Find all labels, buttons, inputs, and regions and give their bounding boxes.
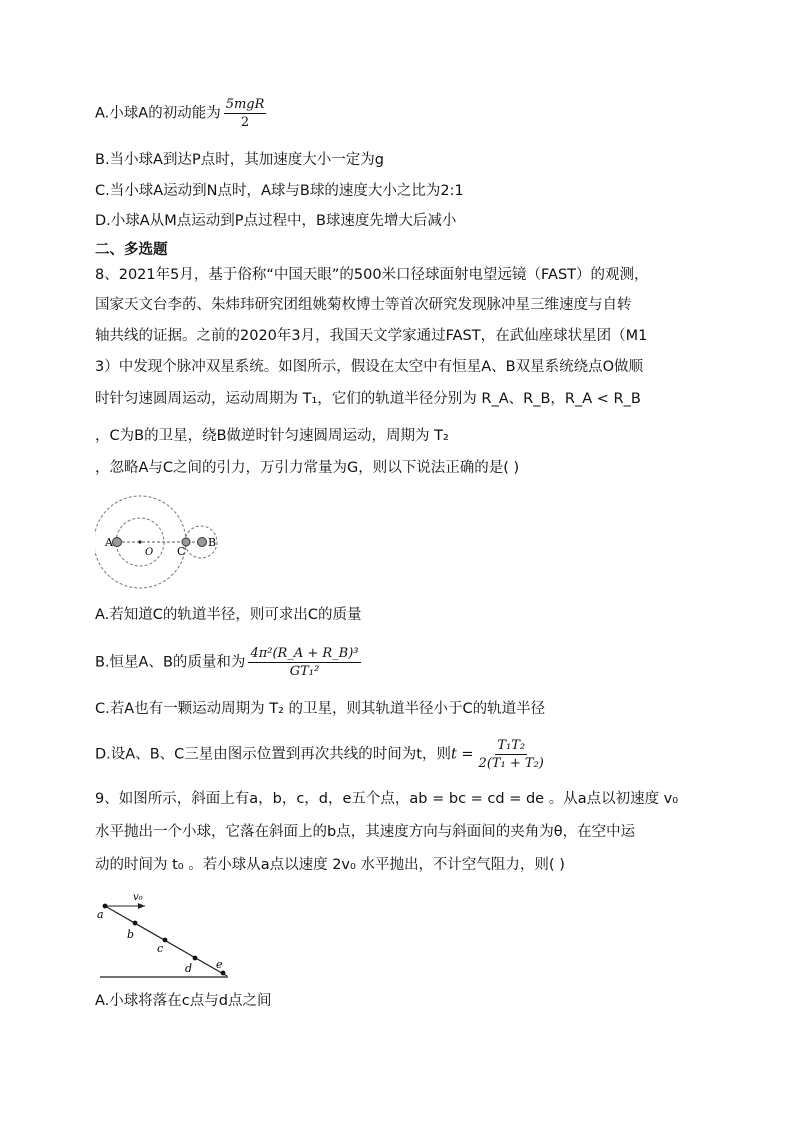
- q9-option-a: A.小球将落在c点与d点之间: [95, 993, 272, 1009]
- q8-option-c: C.若A也有一颗运动周期为 T₂ 的卫星，则其轨道半径小于C的轨道半径: [95, 701, 546, 717]
- label-v0: v₀: [133, 892, 143, 903]
- section-heading: 二、多选题: [95, 242, 168, 258]
- center-o: [138, 540, 141, 543]
- label-b: b: [127, 928, 135, 941]
- label-a: A: [105, 536, 113, 549]
- q8-option-b-fraction: $\frac{\text{4π²(R\_A + R\_B)³}}{\text{GT₁²}}$: [250, 646, 359, 679]
- point-c: [163, 938, 168, 943]
- point-d: [193, 956, 198, 961]
- q8-line-5: 时针匀速圆周运动，运动周期为 T₁，它们的轨道半径分别为 R_A、R_B，R_A < R_B: [95, 391, 641, 407]
- q8-line-3: 轴共线的证据。之前的2020年3月，我国天文学家通过FAST，在武仙座球状星团（M1: [95, 328, 648, 344]
- q9-line-3: 动的时间为 t₀ 。若小球从a点以速度 2v₀ 水平抛出，不计空气阻力，则( ): [95, 857, 565, 873]
- star-b: [198, 538, 207, 547]
- q8-option-d: D.设A、B、C三星由图示位置到再次共线的时间为t，则t = $\frac{\text{T₁T₂}}{\text{2(T₁ + T₂)}}$: [95, 738, 544, 771]
- arrow-head: [138, 903, 145, 909]
- star-a: [113, 538, 122, 547]
- q8-line-4: 3）中发现个脉冲双星系统。如图所示，假设在太空中有恒星A、B双星系统绕点O做顺: [95, 359, 644, 375]
- q9-line-2: 水平抛出一个小球，它落在斜面上的b点，其速度方向与斜面间的夹角为θ，在空中运: [95, 824, 636, 840]
- q7-option-d: D.小球A从M点运动到P点过程中，B球速度先增大后减小: [95, 213, 457, 229]
- q7-option-b: B.当小球A到达P点时，其加速度大小一定为g: [95, 152, 384, 168]
- incline-figure: [95, 888, 235, 980]
- q7-option-c: C.当小球A运动到N点时，A球与B球的速度大小之比为2:1: [95, 183, 464, 199]
- q7-option-a: [95, 96, 269, 131]
- q8-line-7: ，忽略A与C之间的引力，万引力常量为G，则以下说法正确的是( ): [95, 460, 520, 476]
- label-b: B: [208, 536, 217, 549]
- q8-line-2: 国家天文台李菂、朱炜玮研究团组姚菊枚博士等首次研究发现脉冲星三维速度与自转: [95, 297, 632, 313]
- q8-line-6: ，C为B的卫星，绕B做逆时针匀速圆周运动，周期为 T₂: [95, 428, 449, 444]
- label-a: a: [97, 908, 104, 921]
- q9-line-1: 9、如图所示，斜面上有a，b，c，d，e五个点，ab = bc = cd = de 。从a点以初速度 v₀: [95, 791, 679, 807]
- label-c: C: [177, 545, 186, 558]
- q7-option-a-fraction: $\frac{\text{5mgR}}{2}$: [225, 97, 265, 130]
- label-o: O: [145, 547, 154, 558]
- q7-option-a-text: A.小球A的初动能为: [95, 105, 221, 122]
- point-b: [133, 921, 138, 926]
- binary-star-figure: [95, 488, 245, 598]
- q8-line-1: 8、2021年5月，基于俗称“中国天眼”的500米口径球面射电望远镜（FAST）的观测，: [95, 267, 649, 283]
- q8-option-a: A.若知道C的轨道半径，则可求出C的质量: [95, 607, 362, 623]
- q8-option-b: B.恒星A、B的质量和为 $\frac{\text{4π²(R\_A + R\_B)³}}{\text{GT₁²}}$: [95, 646, 359, 679]
- label-e: e: [216, 958, 223, 971]
- label-d: d: [185, 962, 193, 975]
- point-e: [221, 971, 226, 976]
- label-c: c: [157, 942, 164, 955]
- q8-option-d-fraction: $\frac{\text{T₁T₂}}{\text{2(T₁ + T₂)}}$: [478, 738, 544, 771]
